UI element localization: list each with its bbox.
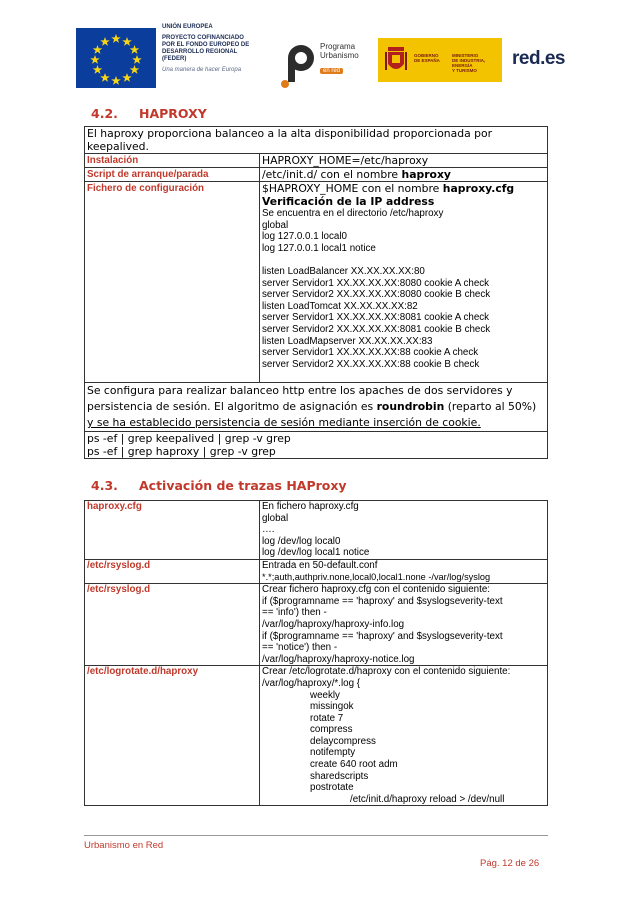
eu-line: PROYECTO COFINANCIADO <box>162 35 244 41</box>
label-cell: /etc/logrotate.d/haproxy <box>85 666 260 806</box>
pu-line: Programa <box>320 42 356 51</box>
min-line: MINISTERIO <box>452 53 479 58</box>
config-prefix: $HAPROXY_HOME con el nombre <box>262 182 443 195</box>
value-cell <box>260 666 548 806</box>
value-line: if ($programname == 'haproxy' and $syslogseverity-text <box>262 630 503 642</box>
value-line: create 640 root adm <box>310 759 398 771</box>
intro-text: El haproxy proporciona balanceo a la alta disponibilidad proporcionada por keepalived. <box>87 127 493 153</box>
value-line: /var/log/haproxy/haproxy-info.log <box>262 618 405 630</box>
table-row <box>85 168 548 182</box>
value-bold: haproxy <box>401 168 451 181</box>
label-cell: /etc/rsyslog.d <box>85 559 260 583</box>
section-title: HAPROXY <box>139 106 207 121</box>
note-cell <box>85 383 548 432</box>
value-cell <box>260 559 548 583</box>
table-row <box>85 182 548 383</box>
label-cell: Script de arranque/parada <box>85 168 260 182</box>
config-line: listen LoadBalancer XX.XX.XX.XX:80 <box>262 265 425 277</box>
config-line: server Servidor1 XX.XX.XX.XX:8080 cookie A check <box>262 277 490 289</box>
config-line: listen LoadTomcat XX.XX.XX.XX:82 <box>262 300 418 312</box>
footer-title: Urbanismo en Red <box>84 840 164 851</box>
value-cell: HAPROXY_HOME=/etc/haproxy <box>260 154 548 168</box>
table-row <box>85 501 548 560</box>
value-text: /etc/init.d/ con el nombre <box>262 168 402 181</box>
command-line: ps -ef | grep haproxy | grep -v grep <box>87 445 276 459</box>
config-line: server Servidor2 XX.XX.XX.XX:8081 cookie B check <box>262 323 491 335</box>
table-row <box>85 666 548 806</box>
section-number: 4.2. <box>91 106 118 121</box>
value-line: /var/log/haproxy/*.log { <box>262 677 361 689</box>
gob-line: GOBIERNO <box>414 53 439 58</box>
coat-of-arms-icon <box>384 44 408 76</box>
eu-line: (FEDER) <box>162 56 187 62</box>
label-cell: /etc/rsyslog.d <box>85 584 260 666</box>
gobierno-logo <box>378 38 502 82</box>
config-line: server Servidor2 XX.XX.XX.XX:8080 cookie B check <box>262 289 491 301</box>
value-line: compress <box>310 724 353 736</box>
urbanismo-p-icon <box>280 40 318 92</box>
config-subtitle: Verificación de la IP address <box>262 195 435 208</box>
value-line: /var/log/haproxy/haproxy-notice.log <box>262 653 415 665</box>
config-line: server Servidor2 XX.XX.XX.XX:88 cookie B check <box>262 358 480 370</box>
command-cell <box>85 432 548 459</box>
pu-tag: en red <box>320 68 343 74</box>
value-line: Crear fichero haproxy.cfg con el contenido siguiente: <box>262 584 490 596</box>
haproxy-table <box>84 126 548 459</box>
value-line: Entrada en 50-default.conf <box>262 559 378 571</box>
value-cell <box>260 584 548 666</box>
config-line: Se encuentra en el directorio /etc/haproxy <box>262 208 444 219</box>
note-bold: roundrobin <box>376 400 445 414</box>
value-line: …. <box>262 524 275 536</box>
value-line: log /dev/log local0 <box>262 535 341 547</box>
value-line: weekly <box>310 689 340 701</box>
eu-slogan: Una manera de hacer Europa <box>162 67 242 73</box>
eu-text <box>162 24 266 74</box>
table-row <box>85 432 548 459</box>
config-line: log 127.0.0.1 local0 <box>262 231 347 243</box>
intro-cell <box>85 127 548 154</box>
value-cell <box>260 168 548 182</box>
min-line: DE INDUSTRIA, ENERGÍA <box>452 58 486 68</box>
value-cell <box>260 501 548 560</box>
pu-line: Urbanismo <box>320 51 359 60</box>
eu-title: UNIÓN EUROPEA <box>162 24 213 30</box>
label-cell: Fichero de configuración <box>85 182 260 383</box>
table-row <box>85 127 548 154</box>
gob-line: DE ESPAÑA <box>414 58 440 63</box>
value-line: sharedscripts <box>310 770 369 782</box>
value-line: /etc/init.d/haproxy reload > /dev/null <box>350 793 505 805</box>
table-row <box>85 154 548 168</box>
note-text: Se configura para realizar balanceo http entre los apaches de dos servidores y persistencia de sesión. El algoritmo de asignación es <box>87 384 513 414</box>
config-line: listen LoadMapserver XX.XX.XX.XX:83 <box>262 335 433 347</box>
value-line: postrotate <box>310 782 354 794</box>
value-line: rotate 7 <box>310 712 344 724</box>
footer-divider <box>84 835 548 836</box>
value-line: log /dev/log local1 notice <box>262 547 370 559</box>
note-underlined: y se ha establecido persistencia de sesión mediante inserción de cookie. <box>87 416 481 430</box>
programa-urbanismo-logo <box>280 40 370 92</box>
redes-logo: red.es <box>512 48 565 69</box>
value-line: == 'notice') then - <box>262 642 338 654</box>
value-line: == 'info') then - <box>262 607 327 619</box>
config-line: server Servidor1 XX.XX.XX.XX:8081 cookie A check <box>262 312 490 324</box>
note-text: (reparto al 50%) <box>444 400 537 414</box>
table-row <box>85 584 548 666</box>
config-line: global <box>262 219 289 231</box>
min-line: Y TURISMO <box>452 68 477 73</box>
label-cell: haproxy.cfg <box>85 501 260 560</box>
value-line: missingok <box>310 701 354 713</box>
config-line: log 127.0.0.1 local1 notice <box>262 242 376 254</box>
config-line: server Servidor1 XX.XX.XX.XX:88 cookie A check <box>262 347 479 359</box>
config-file: haproxy.cfg <box>442 182 515 195</box>
page-number: Pág. 12 de 26 <box>480 858 540 869</box>
table-row <box>85 559 548 583</box>
spacer <box>262 254 545 266</box>
eu-line: DESARROLLO REGIONAL <box>162 49 238 55</box>
value-line: global <box>262 512 289 524</box>
value-line: *.*;auth,authpriv.none,local0,local1.none -/var/log/syslog <box>262 571 491 582</box>
value-line: if ($programname == 'haproxy' and $syslogseverity-text <box>262 595 503 607</box>
section-heading-4-3 <box>91 478 347 493</box>
value-line: En fichero haproxy.cfg <box>262 501 359 512</box>
trazas-table <box>84 500 548 806</box>
pu-text <box>320 42 359 60</box>
value-line: Crear /etc/logrotate.d/haproxy con el contenido siguiente: <box>262 666 511 678</box>
label-cell: Instalación <box>85 154 260 168</box>
section-title: Activación de trazas HAProxy <box>139 478 347 493</box>
value-line: notifempty <box>310 747 356 759</box>
section-number: 4.3. <box>91 478 118 493</box>
config-cell <box>260 182 548 383</box>
config-line <box>262 182 545 195</box>
gobierno-text <box>414 53 444 63</box>
table-row <box>85 383 548 432</box>
eu-logo <box>76 24 266 96</box>
value-line: delaycompress <box>310 735 376 747</box>
eu-flag-icon <box>76 28 156 88</box>
ministerio-text <box>452 53 500 73</box>
command-line: ps -ef | grep keepalived | grep -v grep <box>87 432 291 446</box>
eu-line: POR EL FONDO EUROPEO DE <box>162 42 250 48</box>
section-heading-4-2 <box>91 106 207 121</box>
